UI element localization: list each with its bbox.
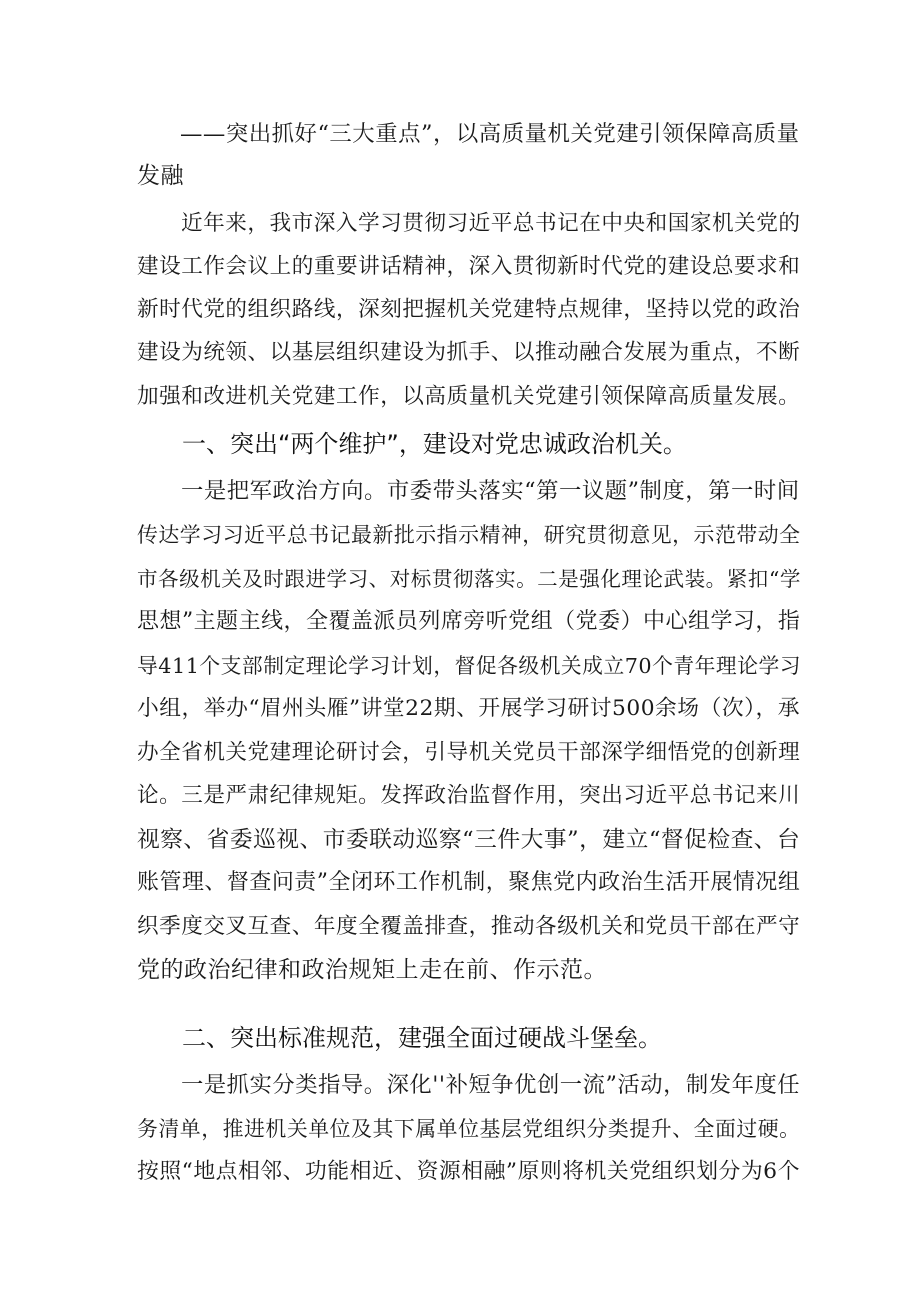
section-2-line-3: 按照“地点相邻、功能相近、资源相融”原则将机关党组织划分为6个 [137,1159,800,1184]
intro-line-2: 建设工作会议上的重要讲话精神，深入贯彻新时代党的建设总要求和 [137,254,801,279]
section-1-line-1: 一是把军政治方向。市委带头落实“第一议题”制度，第一时间 [181,478,800,504]
section-2-line-1: 一是抓实分类指导。深化''补短争优创一流”活动，制发年度任 [181,1072,801,1098]
section-2-line-2: 务清单，推进机关单位及其下属单位基层党组织分类提升、全面过硬。 [137,1117,801,1141]
subtitle-line-2: 发融 [137,163,184,189]
subtitle-line-1: ——突出抓好“三大重点”，以高质量机关党建引领保障高质量 [180,121,800,147]
section-1-line-5: 导411个支部制定理论学习计划，督促各级机关成立70个青年理论学习 [137,654,801,678]
section-1-line-2: 传达学习习近平总书记最新批示指示精神，研究贯彻意见，示范带动全 [137,523,801,547]
section-1-line-7: 办全省机关党建理论研讨会，引导机关党员干部深学细悟党的创新理 [137,740,801,765]
section-1-line-4: 思想”主题主线，全覆盖派员列席旁听党组（党委）中心组学习，指 [137,609,801,634]
section-1-heading: 一、突出“两个维护”，建设对党忠诚政治机关。 [182,430,687,458]
section-1-line-10: 账管理、督查问责”全闭环工作机制，聚焦党内政治生活开展情况组 [137,870,801,895]
section-1-line-8: 论。三是严肃纪律规矩。发挥政治监督作用，突出习近平总书记来川 [137,783,801,808]
intro-line-5: 加强和改进机关党建工作，以高质量机关党建引领保障高质量发展。 [137,384,801,409]
intro-line-1: 近年来，我市深入学习贯彻习近平总书记在中央和国家机关党的 [181,211,801,236]
section-1-line-9: 视察、省委巡视、市委联动巡察“三件大事”，建立“督促检查、台 [137,827,801,853]
intro-line-4: 建设为统领、以基层组织建设为抓手、以推动融合发展为重点，不断 [137,340,801,365]
section-1-line-12: 党的政治纪律和政治规矩上走在前、作示范。 [137,957,607,983]
intro-line-3: 新时代党的组织路线，深刻把握机关党建特点规律，坚持以党的政治 [137,297,801,322]
section-1-line-3: 市各级机关及时跟进学习、对标贯彻落实。二是强化理论武装。紧扣“学 [137,567,801,591]
section-1-line-6: 小组，举办“眉州头雁”讲堂22期、开展学习研讨500余场（次），承 [137,696,801,721]
section-2-heading: 二、突出标准规范，建强全面过硬战斗堡垒。 [182,1024,662,1052]
section-1-line-11: 织季度交叉互查、年度全覆盖排查，推动各级机关和党员干部在严守 [137,914,801,939]
